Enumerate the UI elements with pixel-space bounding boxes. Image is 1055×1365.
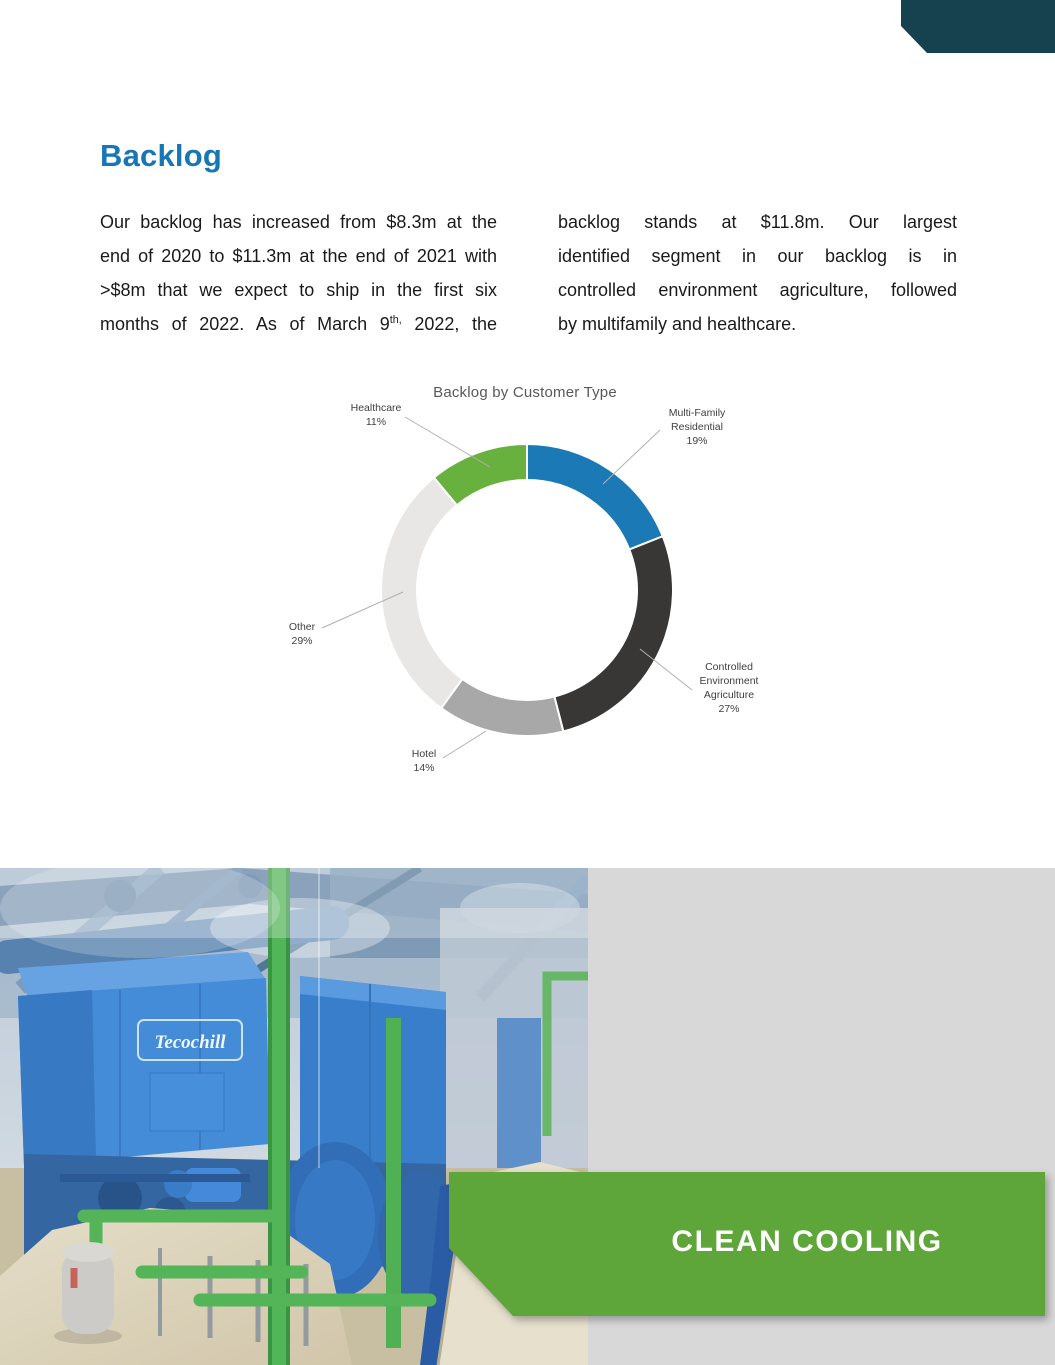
equipment-brand-label: Tecochill [154, 1032, 226, 1053]
chart-label-other [262, 620, 342, 648]
superscript-text: th, [389, 314, 402, 326]
donut-segment-hotel [441, 679, 563, 736]
donut-segment-multi-family-residential [527, 444, 663, 550]
label-line: 19% [686, 435, 708, 447]
label-line: Multi-Family [668, 407, 726, 419]
body-line: end of 2020 to $11.3m at the end of 2021 with [100, 246, 497, 266]
body-line: identified segment in our backlog is in [558, 246, 957, 266]
corner-accent-polygon [901, 0, 1055, 53]
chart-label-controlled-environment-agriculture [669, 660, 789, 716]
body-line-text: 2022, the [401, 314, 497, 334]
donut-segment-controlled-environment-agriculture [554, 536, 673, 731]
label-line: Residential [671, 421, 723, 433]
banner-label: CLEAN COOLING [671, 1225, 943, 1258]
body-line-text: months of 2022. As of March 9 [100, 314, 390, 334]
body-line: backlog stands at $11.8m. Our largest [558, 212, 957, 232]
label-line: Other [288, 621, 316, 633]
page-title: Backlog [100, 138, 222, 173]
chart-label-hotel [384, 747, 464, 775]
label-line: 14% [413, 762, 435, 774]
body-line [100, 307, 497, 341]
label-line: Healthcare [350, 402, 402, 414]
label-line: Environment [699, 675, 759, 687]
body-line: >$8m that we expect to ship in the first six [100, 280, 497, 300]
label-line: Agriculture [703, 689, 755, 701]
label-line: 11% [365, 416, 387, 428]
label-line: Hotel [411, 748, 437, 760]
body-line: Our backlog has increased from $8.3m at the [100, 212, 497, 232]
chart-title: Backlog by Customer Type [433, 384, 617, 401]
label-line: Controlled [705, 661, 753, 673]
body-column-right [558, 205, 957, 341]
label-line: 27% [718, 703, 740, 715]
clean-cooling-banner [445, 1168, 1049, 1320]
body-line: by multifamily and healthcare. [558, 314, 797, 334]
donut-segments [381, 444, 673, 736]
backlog-by-customer-type-chart [260, 380, 790, 785]
body-column-left [100, 205, 497, 341]
body-line: controlled environment agriculture, followed [558, 280, 957, 300]
chart-label-multi-family-residential [645, 406, 749, 448]
donut-segment-other [381, 478, 462, 709]
chart-label-healthcare [330, 401, 422, 429]
label-line: 29% [291, 635, 313, 647]
corner-accent-shape [901, 0, 1055, 53]
